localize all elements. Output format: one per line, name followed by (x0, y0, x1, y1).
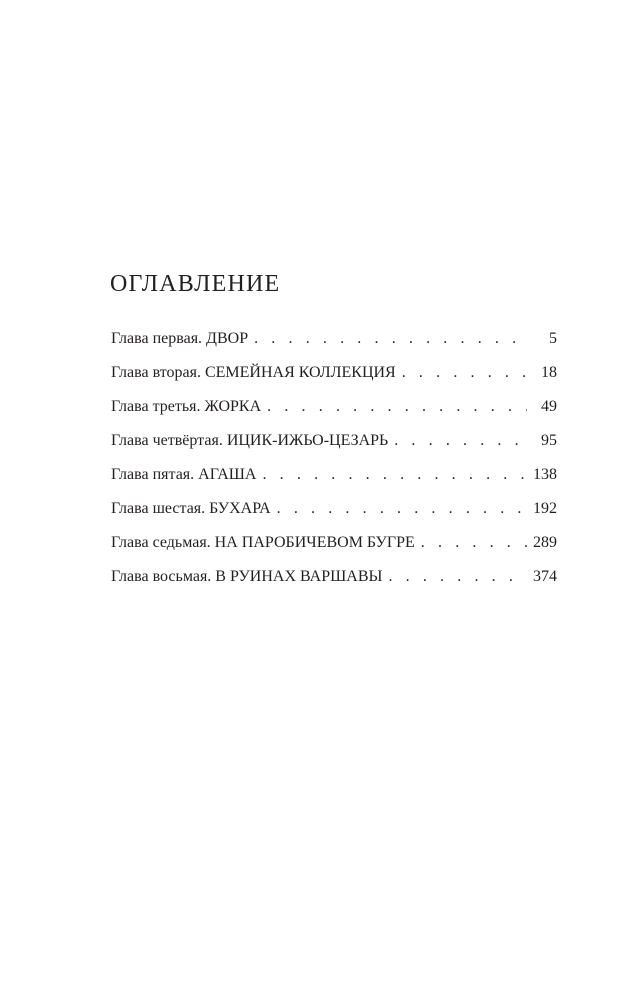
toc-entry (111, 322, 557, 356)
toc-entry-page-number: 138 (533, 466, 557, 483)
toc-entry-page-number: 95 (541, 432, 557, 449)
toc-entry (111, 458, 557, 492)
dot-leader (388, 424, 527, 458)
toc-heading: ОГЛАВЛЕНИЕ (110, 271, 281, 297)
toc-entry-page-number: 18 (541, 364, 557, 381)
toc-entry-page-number: 5 (549, 330, 557, 347)
dot-leader (261, 390, 527, 424)
toc-entry-label: Глава вторая. СЕМЕЙНАЯ КОЛЛЕКЦИЯ (111, 364, 396, 381)
dot-leader (271, 492, 527, 526)
toc-entry (111, 560, 557, 594)
toc-entry-label: Глава пятая. АГАША (111, 466, 257, 483)
toc-entry (111, 356, 557, 390)
toc-entry-label: Глава восьмая. В РУИНАХ ВАРШАВЫ (111, 568, 383, 585)
toc-entry (111, 390, 557, 424)
dot-leader (396, 356, 527, 390)
toc-entry-page-number: 192 (533, 500, 557, 517)
toc-entry-label: Глава первая. ДВОР (111, 330, 249, 347)
toc-entry-label: Глава третья. ЖОРКА (111, 398, 262, 415)
toc-entry-page-number: 289 (533, 534, 557, 551)
toc-entry (111, 424, 557, 458)
toc-entry-page-number: 49 (541, 398, 557, 415)
toc-entry-label: Глава седьмая. НА ПАРОБИЧЕВОМ БУГРЕ (111, 534, 415, 551)
toc-entry-page-number: 374 (533, 568, 557, 585)
toc-entry-label: Глава четвёртая. ИЦИК-ИЖЬО-ЦЕЗАРЬ (111, 432, 389, 449)
dot-leader (248, 322, 527, 356)
dot-leader (256, 458, 527, 492)
dot-leader (382, 560, 527, 594)
toc-entry (111, 492, 557, 526)
dot-leader (415, 526, 527, 560)
toc-entry-label: Глава шестая. БУХАРА (111, 500, 271, 517)
toc-list (111, 322, 557, 594)
toc-entry (111, 526, 557, 560)
